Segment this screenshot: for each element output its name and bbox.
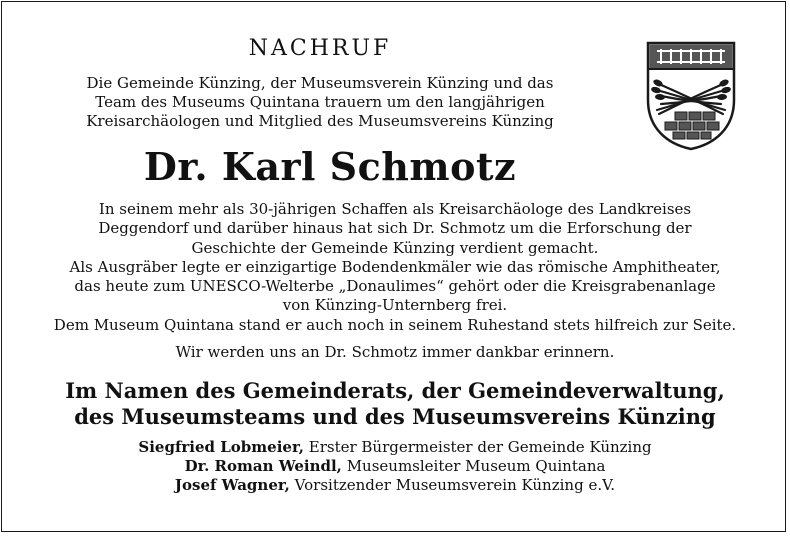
signer-name: Josef Wagner, [174,476,290,494]
closing-line: des Museumsteams und des Museumsvereins Künzing [74,404,716,429]
signer-role: Museumsleiter Museum Quintana [341,457,606,475]
signer-name: Dr. Roman Weindl, [184,457,342,475]
body-line: Geschichte der Gemeinde Künzing verdient gemacht. [191,238,599,257]
signer-role: Erster Bürgermeister der Gemeinde Künzing [303,438,652,456]
intro-text [40,74,600,131]
coat-of-arms-icon [645,40,737,152]
thanks-line: Wir werden uns an Dr. Schmotz immer dankbar erinnern. [175,343,615,361]
body-line: Als Ausgräber legte er einzigartige Bodendenkmäler wie das römische Amphitheater, [69,257,721,276]
signer-line [0,438,790,457]
signer-role: Vorsitzender Museumsverein Künzing e.V. [289,476,616,494]
body-line: Dem Museum Quintana stand er auch noch in seinem Ruhestand stets hilfreich zur Seite. [53,315,737,334]
signer-line [0,457,790,476]
signers [0,438,790,495]
body-line: das heute zum UNESCO-Welterbe „Donaulimes“ gehört oder die Kreisgrabenanlage [74,277,716,296]
body-line: von Künzing-Unternberg frei. [282,296,508,315]
intro-line: Die Gemeinde Künzing, der Museumsverein Künzing und das [86,74,554,92]
signer-line [0,476,790,495]
deceased-name: Dr. Karl Schmotz [143,144,517,189]
intro-line: Team des Museums Quintana trauern um den langjährigen [95,93,545,111]
body-line: Deggendorf und darüber hinaus hat sich Dr. Schmotz um die Erforschung der [98,219,692,238]
intro-line: Kreisarchäologen und Mitglied des Museumsvereins Künzing [86,112,554,130]
closing-line: Im Namen des Gemeinderats, der Gemeindeverwaltung, [65,378,725,403]
body-text [0,200,790,335]
signer-name: Siegfried Lobmeier, [138,438,304,456]
body-line: In seinem mehr als 30-jährigen Schaffen als Kreisarchäologe des Landkreises [98,200,692,218]
closing-text [0,378,790,430]
notice-title: NACHRUF [248,36,392,61]
